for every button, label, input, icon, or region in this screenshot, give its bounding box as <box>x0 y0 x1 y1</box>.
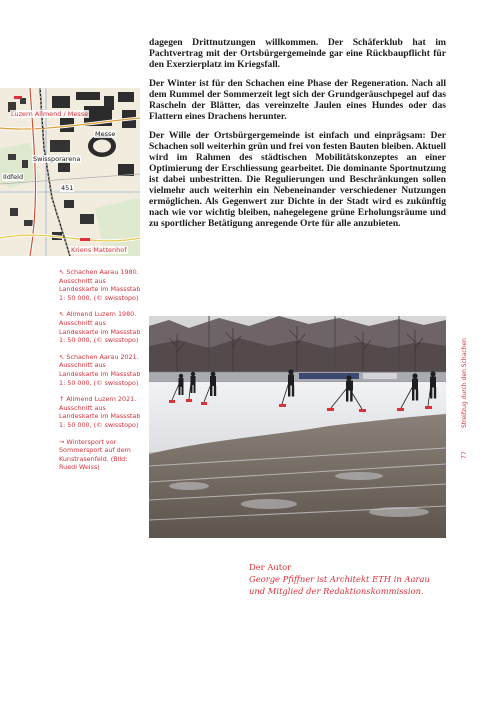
caption: ↖ Allmend Luzern 1980. Ausschnitt aus Landeskarte im Massstab 1: 50 000, (© swisstopo) <box>59 310 141 345</box>
map-label-arena: Swissporarena <box>33 155 81 163</box>
body-text <box>149 37 446 237</box>
caption: ↖ Schachen Aarau 2021. Ausschnitt aus Landeskarte im Massstab 1: 50 000, (© swisstopo) <box>59 352 141 387</box>
paragraph: Der Wille der Ortsbürgergemeinde ist einfach und einprägsam: Der Schachen soll weiterhin grün und frei von festen Bauten bleiben. Aktuell wird im Rahmen des städtischen Mobilitätskonzeptes an einer Optimierung der Erschliessung gearbeitet. Die dominante Sportnutzung ist dabei unbestritten. Die Regulierungen und Beschränkungen sollen vielmehr auch weiterhin ein Nebeneinander verschiedener Nutzungen ermöglichen. Als Gegenwert zur Dichte in der Stadt wird es zukünftig nach wie vor wichtig bleiben, nahegelegene grüne Erholungsräume und zu sportlicher Betätigung anregende Orte für alle anzubieten. <box>149 129 446 230</box>
author-heading: Der Autor <box>249 562 292 572</box>
running-head: Streifzug durch den Schachen <box>461 338 468 428</box>
author-info <box>249 561 449 598</box>
author-line: George Pfiffner ist Architekt ETH in Aarau <box>249 574 430 585</box>
photo-graphic <box>149 316 446 538</box>
author-line: und Mitglied der Redaktionskommission. <box>249 586 424 597</box>
map-label-feld: Ildfeld <box>3 173 24 181</box>
caption: → Wintersport vor Sommersport auf dem Kunstrasenfeld. (Bild: Ruedi Weiss) <box>59 437 131 472</box>
snow-field-photo <box>149 316 446 538</box>
paragraph: dagegen Drittnutzungen willkommen. Der Schäferklub hat im Pachtvertrag mit der Ortsbürgergemeinde gar eine Rückbaupflicht für den Exerzierplatz im Kriegsfall. <box>149 37 446 71</box>
paragraph: Der Winter ist für den Schachen eine Phase der Regeneration. Nach all dem Rummel der Sommerzeit legt sich der Grundgeräuschpegel auf das Rascheln der Blätter, das vereinzelte Jaulen eines Hundes oder das Flattern eines Drachens herunter. <box>149 77 446 123</box>
map-label-station: Kriens Mattenhof <box>71 246 127 254</box>
caption: ↑ Allmend Luzern 2021. Ausschnitt aus Landeskarte im Massstab 1: 50 000, (© swisstopo) <box>59 395 141 429</box>
map-excerpt <box>0 88 140 256</box>
map-label-allmend: Luzern Allmend / Messe <box>11 110 89 118</box>
page-number: 77 <box>461 451 468 459</box>
caption: ↖ Schachen Aarau 1980. Ausschnitt aus Landeskarte im Massstab 1: 50 000, (© swisstopo) <box>59 268 141 302</box>
captions <box>59 268 141 480</box>
map-label-number: 451 <box>61 184 74 192</box>
map-label-messe: Messe <box>95 130 116 138</box>
